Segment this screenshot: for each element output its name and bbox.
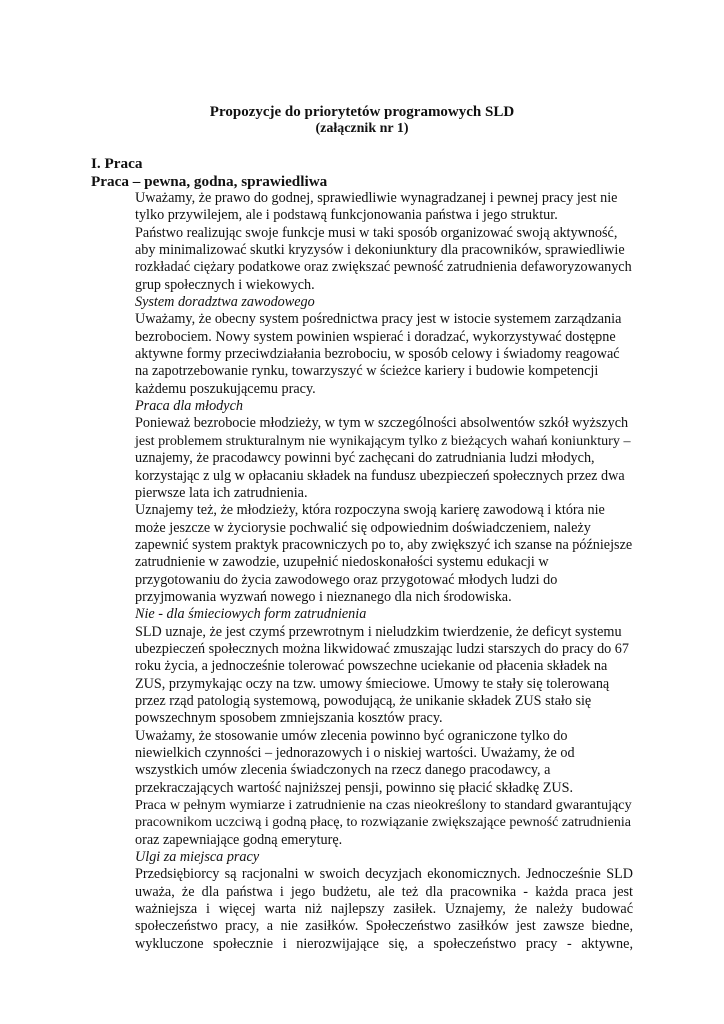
section-heading: I. Praca bbox=[91, 155, 143, 172]
paragraph-heading: System doradztwa zawodowego bbox=[135, 294, 315, 311]
text-line: roku życia, a jednocześnie tolerować powszechne uciekanie od płacenia składek na bbox=[135, 658, 608, 675]
text-line: wykluczone społecznie i nierozwijające się, a społeczeństwo pracy - aktywne, bbox=[135, 935, 633, 952]
text-line: ubezpieczeń społecznych można likwidować zmuszając ludzi starszych do pracy do 67 bbox=[135, 640, 629, 657]
text-line: SLD uznaje, że jest czymś przewrotnym i nieludzkim twierdzenie, że deficyt systemu bbox=[135, 623, 622, 640]
text-line: korzystając z ulg w opłacaniu składek na fundusz ubezpieczeń społecznych przez dwa bbox=[135, 467, 625, 484]
text-line: zapewnić system praktyk pracowniczych po to, aby zwiększyć ich szanse na późniejsze bbox=[135, 536, 633, 553]
text-line: każdemu poszukującemu pracy. bbox=[135, 380, 316, 397]
text-line: Uważamy, że obecny system pośrednictwa pracy jest w istocie systemem zarządzania bbox=[135, 311, 622, 328]
text-line: na zapotrzebowanie rynku, towarzyszyć w ścieżce kariery i budowie kompetencji bbox=[135, 363, 599, 380]
text-line: tylko przywilejem, ale i podstawą funkcjonowania państwa i jego struktur. bbox=[135, 207, 558, 224]
text-line: ZUS, przymykając oczy na tzw. umowy śmieciowe. Umowy te stały się tolerowaną bbox=[135, 675, 610, 692]
text-line: Uważamy, że stosowanie umów zlecenia powinno być ograniczone tylko do bbox=[135, 727, 568, 744]
text-line: Państwo realizując swoje funkcje musi w taki sposób organizować swoją aktywność, bbox=[135, 224, 618, 241]
text-line: aby minimalizować skutki kryzysów i dekoniunktury dla pracowników, sprawiedliwie bbox=[135, 242, 625, 259]
subsection-heading: Praca – pewna, godna, sprawiedliwa bbox=[91, 173, 328, 190]
text-line: grup społecznych i wiekowych. bbox=[135, 276, 315, 293]
text-line: powszechnym sposobem zmniejszania kosztów pracy. bbox=[135, 710, 443, 727]
text-line: jest problemem strukturalnym nie wynikającym tylko z bieżących wahań koniunktury – bbox=[135, 432, 631, 449]
text-line: przyjmowania wyzwań nowego i nieznanego dla nich środowiska. bbox=[135, 588, 512, 605]
text-line: Uznajemy też, że młodzieży, która rozpoczyna swoją karierę zawodową i która nie bbox=[135, 502, 605, 519]
text-line: aktywne formy przeciwdziałania bezrobociu, w sposób celowy i świadomy reagować bbox=[135, 346, 620, 363]
text-line: przygotowaniu do życia zawodowego oraz przygotować młodych ludzi do bbox=[135, 571, 558, 588]
text-line: niewielkich czynności – jednorazowych i o niskiej wartości. Uważamy, że od bbox=[135, 745, 575, 761]
text-line: przez rząd patologią systemową, powodującą, że unikanie składek ZUS stało się bbox=[135, 692, 592, 709]
text-line: Uważamy, że prawo do godnej, sprawiedliwie wynagradzanej i pewnej pracy jest nie bbox=[135, 190, 618, 206]
text-line: społeczeństwo pracy, a nie zasiłków. Społeczeństwo zasiłków jest zawsze biedne, bbox=[135, 918, 633, 935]
text-line: Ponieważ bezrobocie młodzieży, w tym w szczególności absolwentów szkół wyższych bbox=[135, 415, 629, 432]
document-subtitle: (załącznik nr 1) bbox=[315, 121, 409, 136]
text-line: uważa, że dla państwa i jego budżetu, ale też dla pracownika - każda praca jest bbox=[135, 883, 633, 900]
text-line: może jeszcze w życiorysie pochwalić się odpowiednim doświadczeniem, należy bbox=[135, 519, 591, 536]
text-line: wszystkich umów zlecenia świadczonych na rzecz danego pracodawcy, a bbox=[135, 762, 551, 779]
body-text bbox=[135, 190, 633, 953]
paragraph-heading: Nie - dla śmieciowych form zatrudnienia bbox=[135, 606, 367, 623]
text-line: przekraczających wartość najniższej pensji, powinno się płacić składkę ZUS. bbox=[135, 779, 574, 796]
document-title: Propozycje do priorytetów programowych SLD bbox=[209, 104, 515, 120]
text-line: zatrudnienie w zawodzie, uzupełnić niedoskonałości systemu edukacji w bbox=[135, 554, 549, 571]
text-line: oraz zapewniające godną emeryturę. bbox=[135, 831, 343, 848]
paragraph-heading: Praca dla młodych bbox=[135, 398, 243, 415]
text-line: pracownikom uczciwą i godną płacę, to rozwiązanie zwiększające pewność zatrudnienia bbox=[135, 815, 631, 831]
text-line: ważniejsza i więcej warta niż najlepszy zasiłek. Uznajemy, że należy budować bbox=[135, 901, 633, 918]
text-line: pierwsze lata ich zatrudnienia. bbox=[135, 484, 308, 501]
text-line: uznajemy, że pracodawcy powinni być zachęcani do zatrudniania ludzi młodych, bbox=[135, 450, 595, 467]
text-line: Praca w pełnym wymiarze i zatrudnienie na czas nieokreślony to standard gwarantujący bbox=[135, 797, 632, 814]
text-line: Przedsiębiorcy są racjonalni w swoich decyzjach ekonomicznych. Jednocześnie SLD bbox=[135, 866, 633, 883]
paragraph-heading: Ulgi za miejsca pracy bbox=[135, 849, 260, 866]
text-line: bezrobociem. Nowy system powinien wspierać i doradzać, wykorzystywać dostępne bbox=[135, 328, 616, 345]
text-line: rozkładać ciężary podatkowe oraz zwiększać pewność zatrudnienia defaworyzowanych bbox=[135, 259, 632, 276]
